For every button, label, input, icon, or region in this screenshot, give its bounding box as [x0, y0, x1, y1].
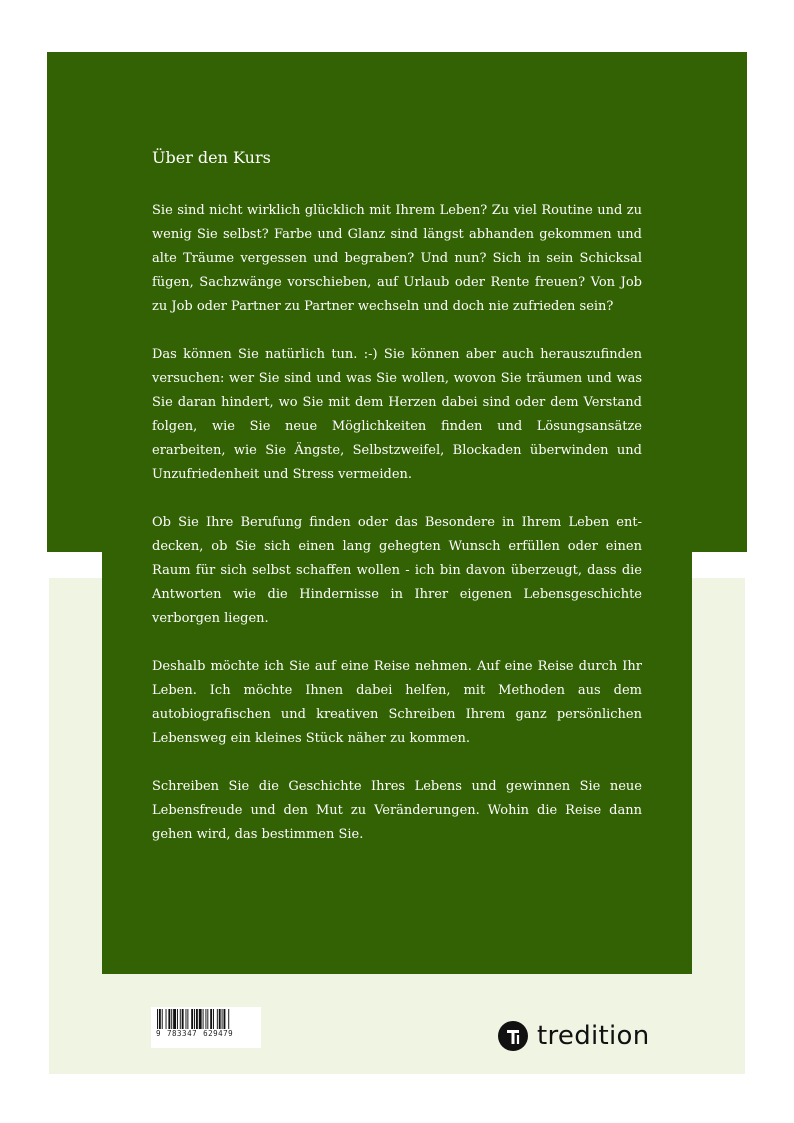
blurb-content — [152, 146, 642, 871]
publisher-logo — [498, 1020, 650, 1052]
blurb-paragraph-4: Deshalb möchte ich Sie auf eine Reise nehmen. Auf eine Reise durch Ihr Leben. Ich möchte Ihnen dabei helfen, mit Methoden aus dem autobiografischen und kreativen Schreiben Ihrem ganz persönlichen Lebensweg ein kleines Stück näher zu kommen. — [152, 659, 642, 746]
barcode-digits-left: 783347 — [167, 1029, 198, 1038]
section-heading: Über den Kurs — [152, 148, 271, 167]
blurb-paragraph-1: Sie sind nicht wirklich glücklich mit Ihrem Leben? Zu viel Routine und zu wenig Sie selbst? Farbe und Glanz sind längst abhanden gekommen und alte Träume vergessen und begraben? Und nun? Sich in sein Schicksal fügen, Sachzwänge vorschieben, auf Urlaub oder Rente freuen? Von Job zu Job oder Partner zu Partner wechseln und doch nie zufrieden sein? — [152, 203, 642, 314]
barcode-digits — [155, 1029, 240, 1038]
barcode-digits-right: 629479 — [203, 1029, 234, 1038]
blurb-paragraph-3: Ob Sie Ihre Berufung finden oder das Besondere in Ihrem Leben entdecken, ob Sie sich einen lang gehegten Wunsch erfüllen oder einen Raum für sich selbst schaffen wollen - ich bin davon überzeugt, dass die Antworten wie die Hindernisse in Ihrer eigenen Lebensgeschichte verborgen liegen. — [152, 515, 642, 626]
blurb-paragraph-2: Das können Sie natürlich tun. :-) Sie können aber auch herauszufinden versuchen: wer Sie sind und was Sie wollen, wovon Sie träumen und was Sie daran hindert, wo Sie mit dem Herzen dabei sind oder dem Verstand folgen, wie Sie neue Möglichkeiten finden und Lösungsansätze erarbeiten, wie Sie Ängste, Selbstzweifel, Blockaden überwinden und Unzufriedenheit und Stress vermeiden. — [152, 347, 642, 482]
isbn-barcode — [151, 1007, 261, 1048]
barcode-digit-first: 9 — [156, 1029, 162, 1038]
blurb-paragraph-5: Schreiben Sie die Geschichte Ihres Lebens und gewinnen Sie neue Lebensfreude und den Mut zu Veränderungen. Wohin die Reise dann gehen wird, das bestimmen Sie. — [152, 779, 642, 842]
tredition-logo-icon — [498, 1021, 528, 1051]
publisher-name: tredition — [537, 1021, 650, 1051]
